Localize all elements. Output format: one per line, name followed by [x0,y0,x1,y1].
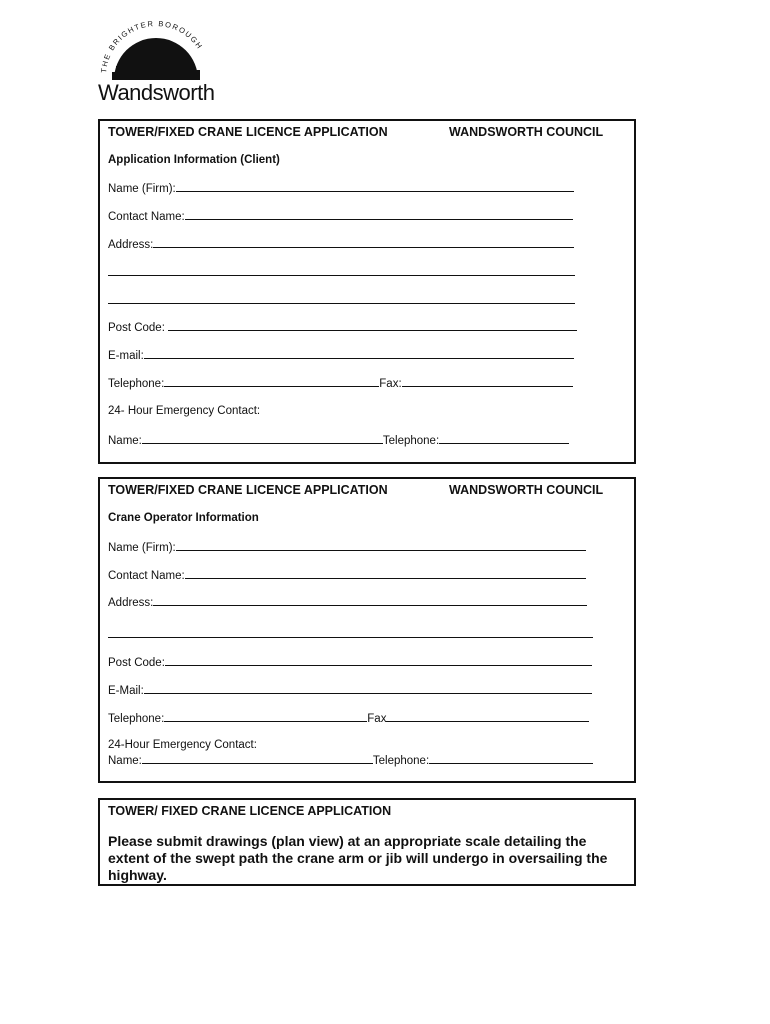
address-label: Address: [108,239,154,251]
name-firm-label: Name (Firm): [108,542,176,554]
fax-label: Fax: [379,378,402,390]
emergency-telephone-label: Telephone: [382,435,440,447]
emergency-telephone-line[interactable] [439,433,569,444]
address-line-2[interactable] [108,265,575,276]
telephone-fax-field[interactable] [108,376,573,390]
email-field[interactable] [108,348,574,362]
contact-name-label: Contact Name: [108,211,185,223]
logo-arc-text: THE BRIGHTER BOROUGH [99,20,205,74]
council-name: WANDSWORTH COUNCIL [449,483,604,497]
email-field[interactable] [108,683,592,697]
post-code-field[interactable] [108,320,577,334]
email-label: E-mail: [108,350,144,362]
email-line[interactable] [144,348,574,359]
fax-label: Fax [367,713,387,725]
emergency-contact-heading: 24-Hour Emergency Contact: [108,739,257,751]
emergency-name-line[interactable] [142,433,383,444]
email-line[interactable] [144,683,592,694]
section-title: TOWER/FIXED CRANE LICENCE APPLICATION [108,483,388,497]
emergency-contact-heading: 24- Hour Emergency Contact: [108,405,261,417]
post-code-label: Post Code: [108,657,165,669]
drawings-instruction: Please submit drawings (plan view) at an appropriate scale detailing the extent of the swept path the crane arm or jib will undergo in oversailing the highway. [108,833,608,883]
post-code-line[interactable] [168,320,577,331]
emergency-name-label: Name: [108,755,142,767]
post-code-line[interactable] [165,655,592,666]
emergency-contact-field[interactable] [108,753,593,767]
drawings-section [98,798,636,886]
fax-line[interactable] [386,711,589,722]
telephone-label: Telephone: [108,378,165,390]
council-name: WANDSWORTH COUNCIL [449,125,604,139]
post-code-field[interactable] [108,655,592,669]
telephone-line[interactable] [164,711,367,722]
emergency-name-label: Name: [108,435,142,447]
section-title: TOWER/ FIXED CRANE LICENCE APPLICATION [108,804,392,818]
name-firm-line[interactable] [176,540,586,551]
fax-line[interactable] [402,376,573,387]
section-subtitle: Crane Operator Information [108,512,259,524]
name-firm-field[interactable] [108,540,586,554]
email-label: E-Mail: [108,685,144,697]
section-title: TOWER/FIXED CRANE LICENCE APPLICATION [108,125,388,139]
emergency-name-line[interactable] [142,753,373,764]
emergency-telephone-label: Telephone: [372,755,430,767]
address-line-1[interactable] [153,595,587,606]
contact-name-line[interactable] [185,209,573,220]
contact-name-field[interactable] [108,209,573,223]
name-firm-field[interactable] [108,181,574,195]
telephone-label: Telephone: [108,713,165,725]
address-line-1[interactable] [153,237,574,248]
emergency-telephone-line[interactable] [429,753,593,764]
name-firm-line[interactable] [176,181,574,192]
address-field[interactable] [108,595,587,609]
address-label: Address: [108,597,154,609]
emergency-contact-field[interactable] [108,433,569,447]
address-field[interactable] [108,237,574,251]
client-section [98,119,636,464]
name-firm-label: Name (Firm): [108,183,176,195]
post-code-label: Post Code: [108,322,165,334]
logo-name: Wandsworth [98,80,215,105]
skyline-icon [112,38,200,80]
operator-section [98,477,636,783]
section-subtitle: Application Information (Client) [108,154,280,166]
contact-name-field[interactable] [108,568,586,582]
address-line-2[interactable] [108,627,593,638]
telephone-fax-field[interactable] [108,711,589,725]
address-line-3[interactable] [108,293,575,304]
contact-name-line[interactable] [185,568,586,579]
telephone-line[interactable] [164,376,379,387]
contact-name-label: Contact Name: [108,570,185,582]
